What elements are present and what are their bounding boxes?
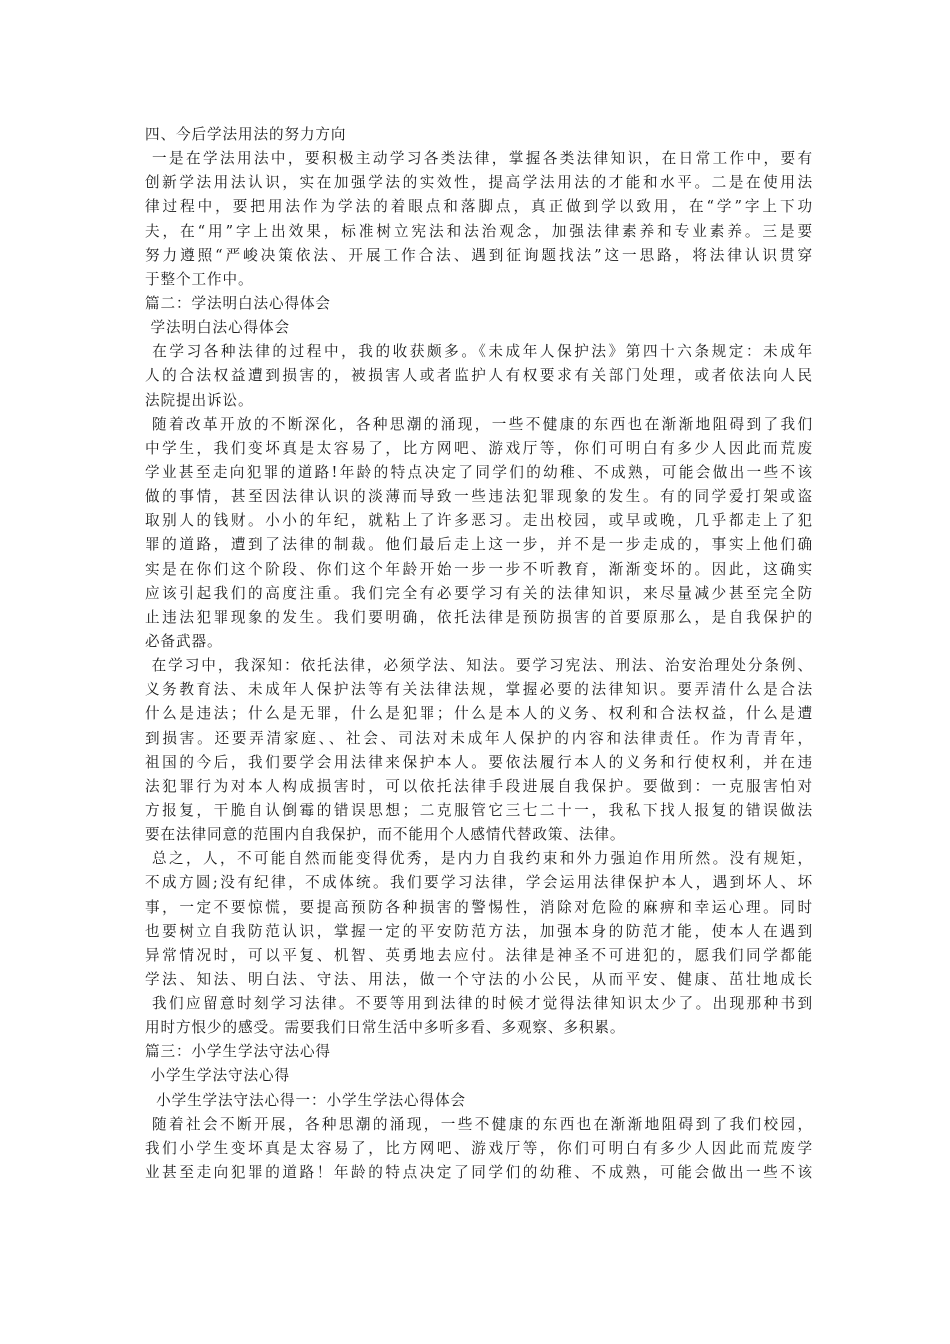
text-line: 随着改革开放的不断深化，各种思潮的涌现，一些不健康的东西也在渐渐地阻碍到了我们: [145, 415, 813, 433]
text-line: 学法、知法、明白法、守法、用法，做一个守法的小公民，从而平安、健康、茁壮地成长: [145, 970, 813, 988]
text-line: 要在法律同意的范围内自我保护，而不能用个人感情代替政策、法律。: [145, 826, 626, 844]
text-line: 四、今后学法用法的努力方向: [145, 126, 347, 143]
text-line: 篇二：学法明白法心得体会: [145, 294, 331, 312]
text-line: 事，一定不要惊慌，要提高预防各种损害的警惕性，消除对危险的麻痹和幸运心理。同时: [145, 898, 813, 916]
text-line: 祖国的今后，我们要学会用法律来保护本人。要依法履行本人的义务和行使权利，并在违: [145, 753, 813, 771]
text-line: 人的合法权益遭到损害的，被损害人或者监护人有权要求有关部门处理，或者依法向人民: [145, 367, 813, 385]
text-line: 法院提出诉讼。: [145, 391, 254, 409]
text-line: 学法明白法心得体会: [145, 319, 290, 337]
text-line: 律过程中，要把用法作为学法的着眼点和落脚点，真正做到学以致用，在“学”字上下功: [145, 198, 813, 216]
text-line: 方报复，干脆自认倒霉的错误思想；二克服管它三七二十一，我私下找人报复的错误做法: [145, 801, 813, 819]
text-line: 到损害。还要弄清家庭、、社会、司法对未成年人保护的内容和法律责任。作为青青年，: [145, 729, 813, 747]
text-line: 总之，人，不可能自然而能变得优秀，是内力自我约束和外力强迫作用所然。没有规矩，: [145, 850, 813, 868]
document-body: [145, 123, 813, 1185]
text-line: 努力遵照“严峻决策依法、开展工作合法、遇到征询题找法”这一思路，将法律认识贯穿: [145, 246, 813, 264]
text-line: 业甚至走向犯罪的道路！年龄的特点决定了同学们的幼稚、不成熟，可能会做出一些不该: [145, 1164, 813, 1182]
text-line: 夫，在“用”字上出效果，标准树立宪法和法治观念，加强法律素养和专业素养。三是要: [145, 222, 813, 240]
text-line: 止违法犯罪现象的发生。我们要明确，依托法律是预防损害的首要原那么，是自我保护的: [145, 608, 813, 626]
text-line: 不成方圆;没有纪律，不成体统。我们要学习法律，学会运用法律保护本人，遇到坏人、坏: [145, 874, 813, 892]
text-line: 法犯罪行为对本人构成损害时，可以依托法律手段进展自我保护。要做到：一克服害怕对: [145, 777, 813, 795]
text-line: 篇三：小学生学法守法心得: [145, 1043, 331, 1061]
text-line: 取别人的钱财。小小的年纪，就粘上了许多恶习。走出校园，或早或晚，几乎都走上了犯: [145, 512, 813, 530]
text-line: 在学习中，我深知：依托法律，必须学法、知法。要学习宪法、刑法、治安治理处分条例、: [145, 657, 813, 675]
text-line: 在学习各种法律的过程中，我的收获颇多。《未成年人保护法》第四十六条规定：未成年: [145, 343, 813, 361]
text-line: 异常情况时，可以平复、机智、英勇地去应付。法律是神圣不可进犯的，愿我们同学都能: [145, 946, 813, 964]
text-line: 什么是违法；什么是无罪，什么是犯罪；什么是本人的义务、权利和合法权益，什么是遭: [145, 705, 813, 723]
text-line: 做的事情，甚至因法律认识的淡薄而导致一些违法犯罪现象的发生。有的同学爱打架或盗: [145, 488, 813, 506]
text-line: 罪的道路，遭到了法律的制裁。他们最后走上这一步，并不是一步走成的，事实上他们确: [145, 536, 813, 554]
text-line: 于整个工作中。: [145, 270, 254, 288]
text-line: 随着社会不断开展，各种思潮的涌现，一些不健康的东西也在渐渐地阻碍到了我们校园，: [145, 1115, 813, 1133]
text-line: 学业甚至走向犯罪的道路!年龄的特点决定了同学们的幼稚、不成熟，可能会做出一些不该: [145, 463, 813, 481]
text-line: 中学生，我们变坏真是太容易了，比方网吧、游戏厅等，你们可明白有多少人因此而荒废: [145, 439, 813, 457]
text-line: 应该引起我们的高度注重。我们完全有必要学习有关的法律知识，来尽量减少甚至完全防: [145, 584, 813, 602]
text-line: 义务教育法、未成年人保护法等有关法律法规，掌握必要的法律知识。要弄清什么是合法: [145, 681, 813, 699]
text-line: 小学生学法守法心得: [145, 1067, 290, 1085]
text-line: 也要树立自我防范认识，掌握一定的平安防范方法，加强本身的防范才能，使本人在遇到: [145, 922, 813, 940]
text-line: 用时方恨少的感受。需要我们日常生活中多听多看、多观察、多积累。: [145, 1019, 626, 1037]
text-line: 实是在你们这个阶段、你们这个年龄开始一步一步不听教育，渐渐变坏的。因此，这确实: [145, 560, 813, 578]
text-line: 我们应留意时刻学习法律。不要等用到法律的时候才觉得法律知识太少了。出现那种书到: [145, 995, 813, 1013]
text-line: 创新学法用法认识，实在加强学法的实效性，提高学法用法的才能和水平。二是在使用法: [145, 174, 813, 192]
text-line: 我们小学生变坏真是太容易了，比方网吧、游戏厅等，你们可明白有多少人因此而荒废学: [145, 1139, 813, 1157]
text-line: 必备武器。: [145, 632, 223, 650]
text-line: 小学生学法守法心得一：小学生学法心得体会: [145, 1091, 466, 1109]
text-line: 一是在学法用法中，要积极主动学习各类法律，掌握各类法律知识，在日常工作中，要有: [145, 150, 813, 168]
